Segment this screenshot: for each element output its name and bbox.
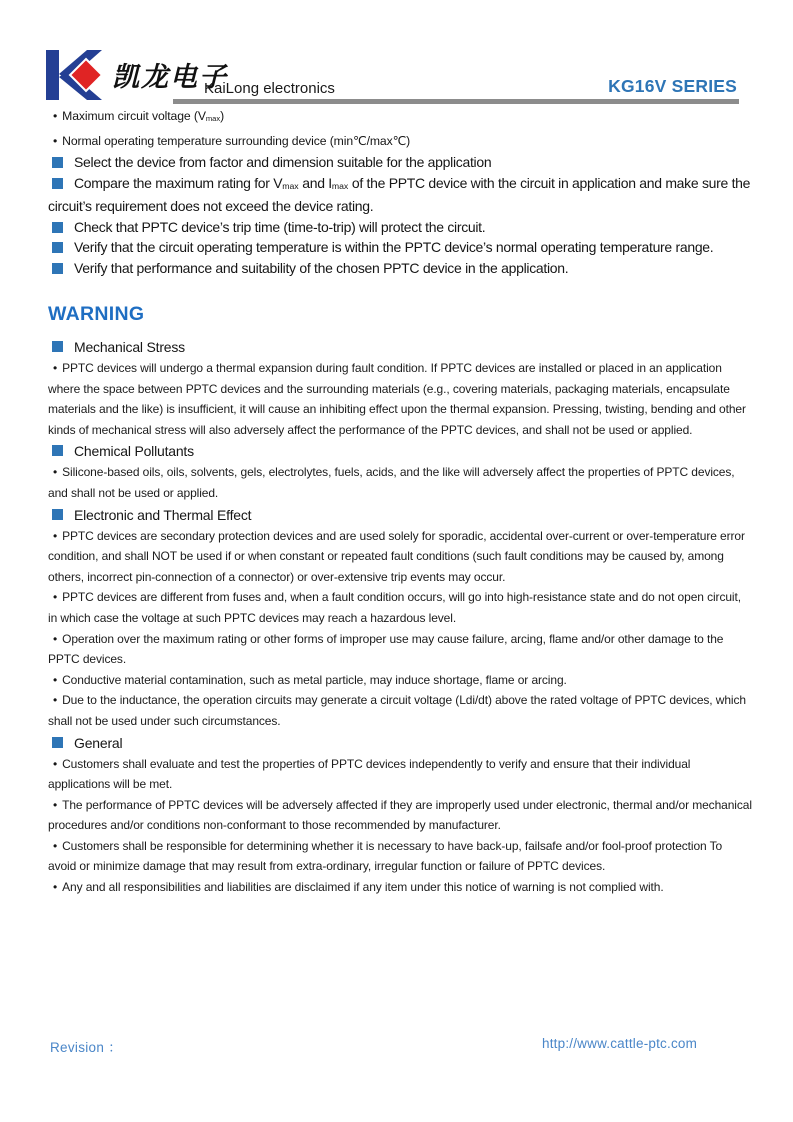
- warning-paragraph: [48, 877, 753, 898]
- warning-paragraph: [48, 587, 753, 628]
- warning-paragraph: [48, 462, 753, 503]
- checklist-text: of the PPTC device with the circuit in application and make sure the circuit’s requirement does not exceed the device rating.: [48, 174, 751, 214]
- bullet-dot-icon: •: [53, 672, 58, 687]
- checklist-text: Normal operating temperature surrounding device (min℃/max℃): [62, 134, 411, 148]
- paragraph-text: The performance of PPTC devices will be adversely affected if they are improperly used under electronic, thermal and/or mechanical procedures and/or conditions non-conformant to those recommended by manufacturer.: [48, 797, 752, 833]
- bullet-dot-icon: •: [53, 693, 58, 708]
- section-heading-text: Electronic and Thermal Effect: [74, 506, 252, 523]
- bullet-dot-icon: •: [53, 134, 58, 148]
- checklist-item-select-device: [48, 152, 753, 173]
- section-heading-general: [48, 732, 753, 754]
- warning-paragraph: [48, 795, 753, 836]
- bullet-dot-icon: •: [53, 465, 58, 480]
- subscript: max: [331, 180, 349, 191]
- checklist-item-trip-time: [48, 217, 753, 238]
- square-bullet-icon: [52, 737, 63, 748]
- section-heading-text: General: [74, 734, 123, 751]
- square-bullet-icon: [52, 445, 63, 456]
- checklist-item-verify-suitability: [48, 258, 753, 279]
- checklist-item-operating-temp: [48, 130, 753, 152]
- paragraph-text: PPTC devices will undergo a thermal expansion during fault condition. If PPTC devices are installed or placed in an application where the space between PPTC devices and the surrounding materials (e.g., covering materials, packaging materials, encapsulate materials and the like) is insufficient, it will cause an inhibiting effect upon the thermal expansion. Pressing, twisting, bending and other kinds of mechanical stress will also adversely affect the performance of the PPTC devices, and shall not be used or applied.: [48, 361, 746, 437]
- warning-paragraph: [48, 358, 753, 440]
- checklist-text: Verify that performance and suitability of the chosen PPTC device in the application.: [74, 259, 569, 276]
- bullet-dot-icon: •: [53, 631, 58, 646]
- checklist-text: ): [220, 109, 225, 123]
- subscript: max: [205, 114, 221, 123]
- bullet-dot-icon: •: [53, 880, 58, 895]
- subscript: max: [282, 180, 299, 191]
- warning-heading: WARNING: [48, 303, 145, 325]
- bullet-dot-icon: •: [53, 838, 58, 853]
- paragraph-text: Due to the inductance, the operation circuits may generate a circuit voltage (Ldi/dt) above the rated voltage of PPTC devices, which shall not be used under such circumstances.: [48, 693, 746, 728]
- paragraph-text: PPTC devices are different from fuses and, when a fault condition occurs, will go into high-resistance state and do not open circuit, in which case the voltage at such PPTC devices may reach a hazardous level.: [48, 590, 741, 625]
- warning-paragraph: [48, 526, 753, 588]
- warning-paragraph: [48, 629, 753, 670]
- paragraph-text: Customers shall evaluate and test the properties of PPTC devices independently to verify and ensure that their individual applications will be met.: [48, 756, 691, 792]
- bullet-dot-icon: •: [53, 361, 58, 375]
- paragraph-text: PPTC devices are secondary protection devices and are used solely for sporadic, accidental over-current or over-temperature error condition, and shall NOT be used if or when constant or repeated fault conditions (such fault conditions may be caused by, among others, incorrect pin-connection of a connector) or over-extensive trip events may occur.: [48, 528, 745, 584]
- checklist-text: Verify that the circuit operating temperature is within the PPTC device’s normal operating temperature range.: [74, 239, 714, 255]
- square-bullet-icon: [52, 242, 63, 253]
- square-bullet-icon: [52, 178, 63, 189]
- checklist-item-verify-temp-range: [48, 237, 753, 258]
- kailong-logo-icon: [46, 50, 108, 100]
- checklist-text: Compare the maximum rating for V: [74, 174, 283, 191]
- checklist-text: Maximum circuit voltage (V: [62, 109, 206, 123]
- paragraph-text: Any and all responsibilities and liabilities are disclaimed if any item under this notice of warning is not complied with.: [62, 880, 664, 895]
- revision-label: Revision ：: [50, 1040, 123, 1055]
- square-bullet-icon: [52, 263, 63, 274]
- bullet-dot-icon: •: [53, 797, 58, 812]
- paragraph-text: Customers shall be responsible for determining whether it is necessary to have back-up, failsafe and/or fool-proof protection To avoid or minimize damage that may result from extra-ordinary, irregular function or failure of PPTC devices.: [48, 838, 723, 874]
- paragraph-text: Operation over the maximum rating or other forms of improper use may cause failure, arcing, flame and/or other damage to the PPTC devices.: [48, 631, 724, 667]
- square-bullet-icon: [52, 157, 63, 168]
- checklist-text: Check that PPTC device’s trip time (time-to-trip) will protect the circuit.: [74, 218, 486, 235]
- square-bullet-icon: [52, 222, 63, 233]
- checklist-item-compare-rating: [48, 173, 753, 217]
- square-bullet-icon: [52, 509, 63, 520]
- brand-name-chinese: 凯龙电子: [112, 62, 228, 93]
- section-heading-electronic-thermal: [48, 504, 753, 526]
- warning-paragraph: [48, 754, 753, 795]
- section-heading-text: Chemical Pollutants: [74, 443, 194, 460]
- section-heading-chemical-pollutants: [48, 440, 753, 462]
- section-heading-text: Mechanical Stress: [74, 339, 185, 355]
- page-content: [48, 100, 753, 898]
- section-heading-mechanical-stress: [48, 336, 753, 358]
- brand-name-latin: KaiLong electronics: [204, 80, 335, 97]
- square-bullet-icon: [52, 341, 63, 352]
- bullet-dot-icon: •: [53, 528, 58, 543]
- bullet-dot-icon: •: [53, 109, 58, 123]
- series-title: KG16V SERIES: [608, 76, 737, 96]
- paragraph-text: Silicone-based oils, oils, solvents, gels, electrolytes, fuels, acids, and the like will adversely affect the properties of PPTC devices, and shall not be used or applied.: [48, 465, 735, 500]
- bullet-dot-icon: •: [53, 590, 58, 605]
- website-link[interactable]: http://www.cattle-ptc.com: [542, 1036, 698, 1051]
- checklist-text: and I: [298, 174, 332, 191]
- warning-paragraph: [48, 836, 753, 877]
- warning-paragraph: [48, 690, 753, 731]
- paragraph-text: Conductive material contamination, such as metal particle, may induce shortage, flame or arcing.: [62, 672, 567, 687]
- checklist-text: Select the device from factor and dimension suitable for the application: [74, 154, 492, 170]
- checklist-item-max-voltage: [48, 105, 753, 130]
- warning-paragraph: [48, 670, 753, 691]
- bullet-dot-icon: •: [53, 756, 58, 771]
